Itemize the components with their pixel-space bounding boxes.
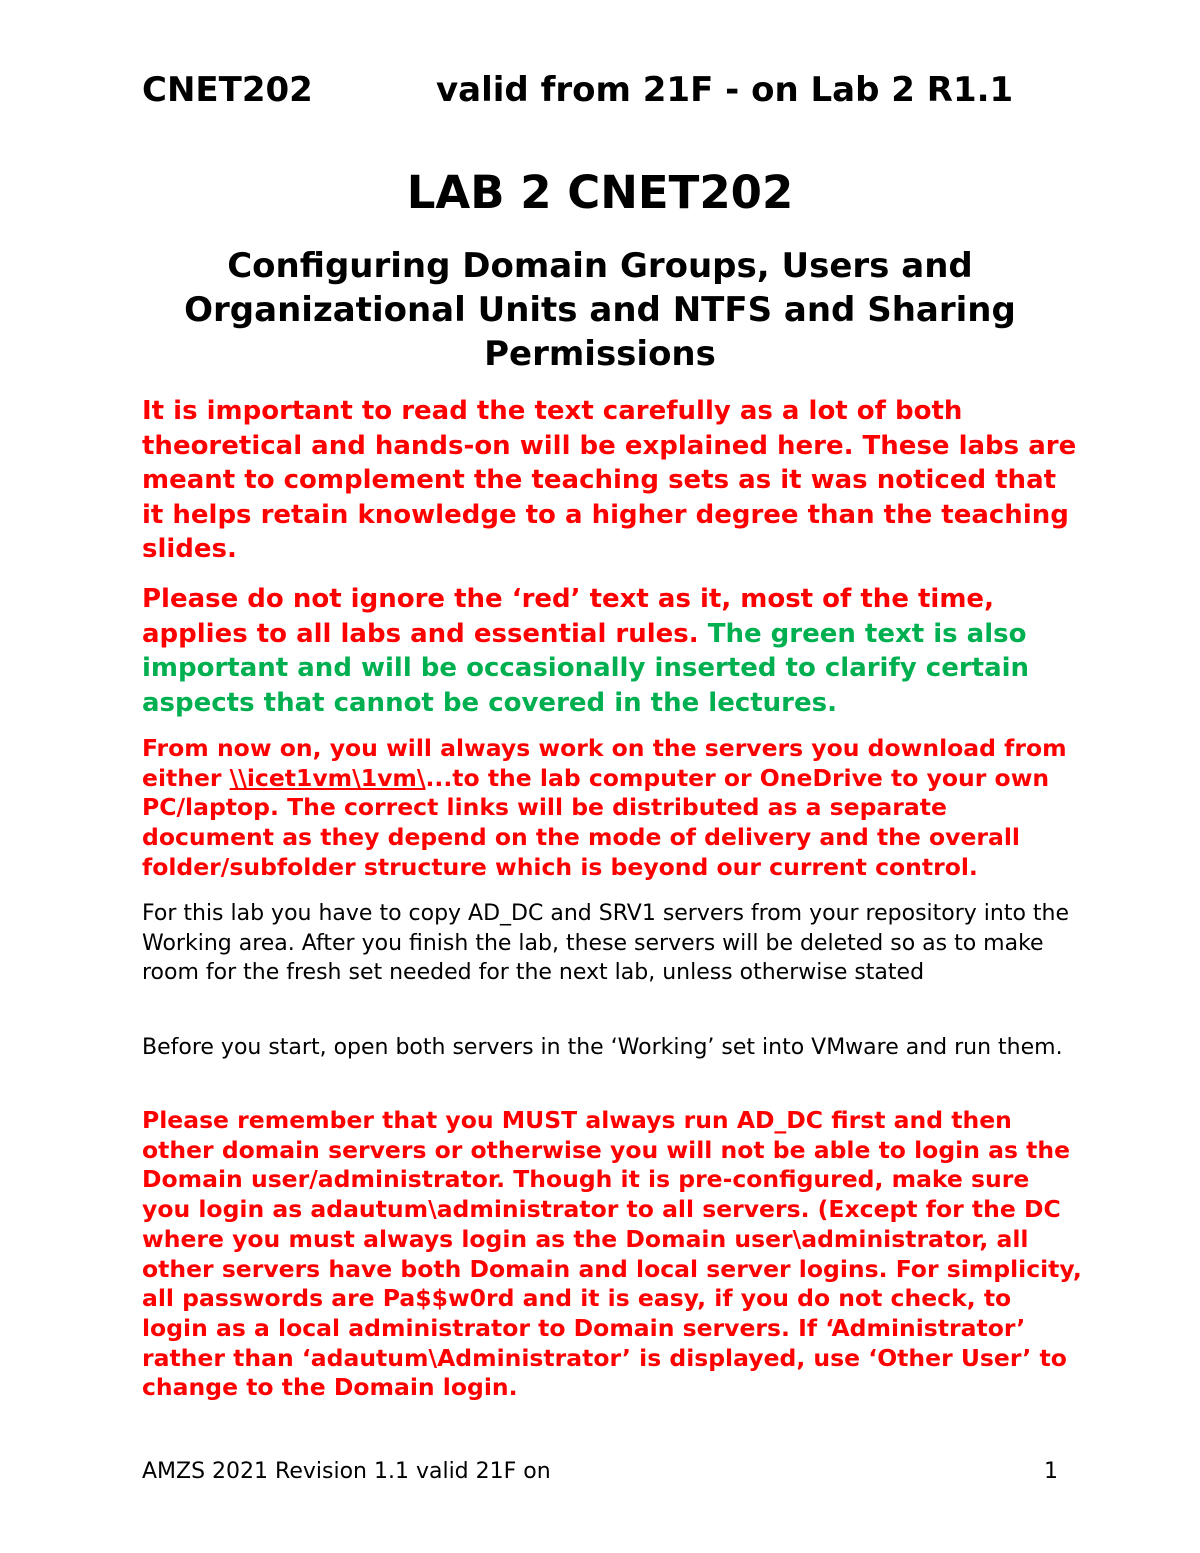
before-start-paragraph: Before you start, open both servers in the ‘Working’ set into VMware and run them. <box>142 1035 1063 1060</box>
intro-paragraph: It is important to read the text carefully as a lot of both theoretical and hands-on will be explained here. These labs are meant to complement the teaching sets as it was noticed that it helps retain knowledge to a higher degree than the teaching slides. <box>142 396 1077 564</box>
document-subtitle: Configuring Domain Groups, Users and Organizational Units and NTFS and Sharing Permissions <box>184 246 1016 374</box>
header-validity: valid from 21F - on Lab 2 R1.1 <box>436 70 1014 110</box>
green-text-note: The green text is also important and will be occasionally inserted to clarify certain aspects that cannot be covered in the lectures. <box>142 618 1030 718</box>
copy-servers-paragraph: For this lab you have to copy AD_DC and SRV1 servers from your repository into the Working area. After you finish the lab, these servers will be deleted so as to make room for the fresh set needed for the next lab, unless otherwise stated <box>142 901 1070 985</box>
login-rules-paragraph: Please remember that you MUST always run AD_DC first and then other domain servers or otherwise you will not be able to login as the Domain user/administrator. Though it is pre-configured, make sure you login as adautum\administrator to all servers. (Except for the DC where you must always login as the Domain user\administrator, all other servers have both Domain and local server logins. For simplicity, all passwords are Pa$$w0rd and it is easy, if you do not check, to login as a local administrator to Domain servers. If ‘Administrator’ rather than ‘adautum\Administrator’ is displayed, use ‘Other User’ to change to the Domain login. <box>142 1106 1082 1402</box>
server-source-text-end: ...to the lab computer or OneDrive to your own PC/laptop. The correct links will be distributed as a separate document as they depend on the mode of delivery and the overall folder/subfolder structure which is beyond our current control. <box>142 763 1050 881</box>
document-title: LAB 2 CNET202 <box>406 166 794 219</box>
footer-revision: AMZS 2021 Revision 1.1 valid 21F on <box>142 1459 551 1484</box>
server-source-paragraph <box>142 734 1082 883</box>
repository-path-link[interactable]: \\icet1vm\1vm\ <box>229 763 426 792</box>
red-text-note: Please do not ignore the ‘red’ text as it, most of the time, applies to all labs and essential rules. <box>142 584 994 649</box>
header-course-code: CNET202 <box>142 70 313 110</box>
footer-page-number: 1 <box>1044 1459 1058 1484</box>
server-source-text-start: From now on, you will always work on the servers you download from either <box>142 734 1067 792</box>
color-legend-paragraph <box>142 582 1082 720</box>
